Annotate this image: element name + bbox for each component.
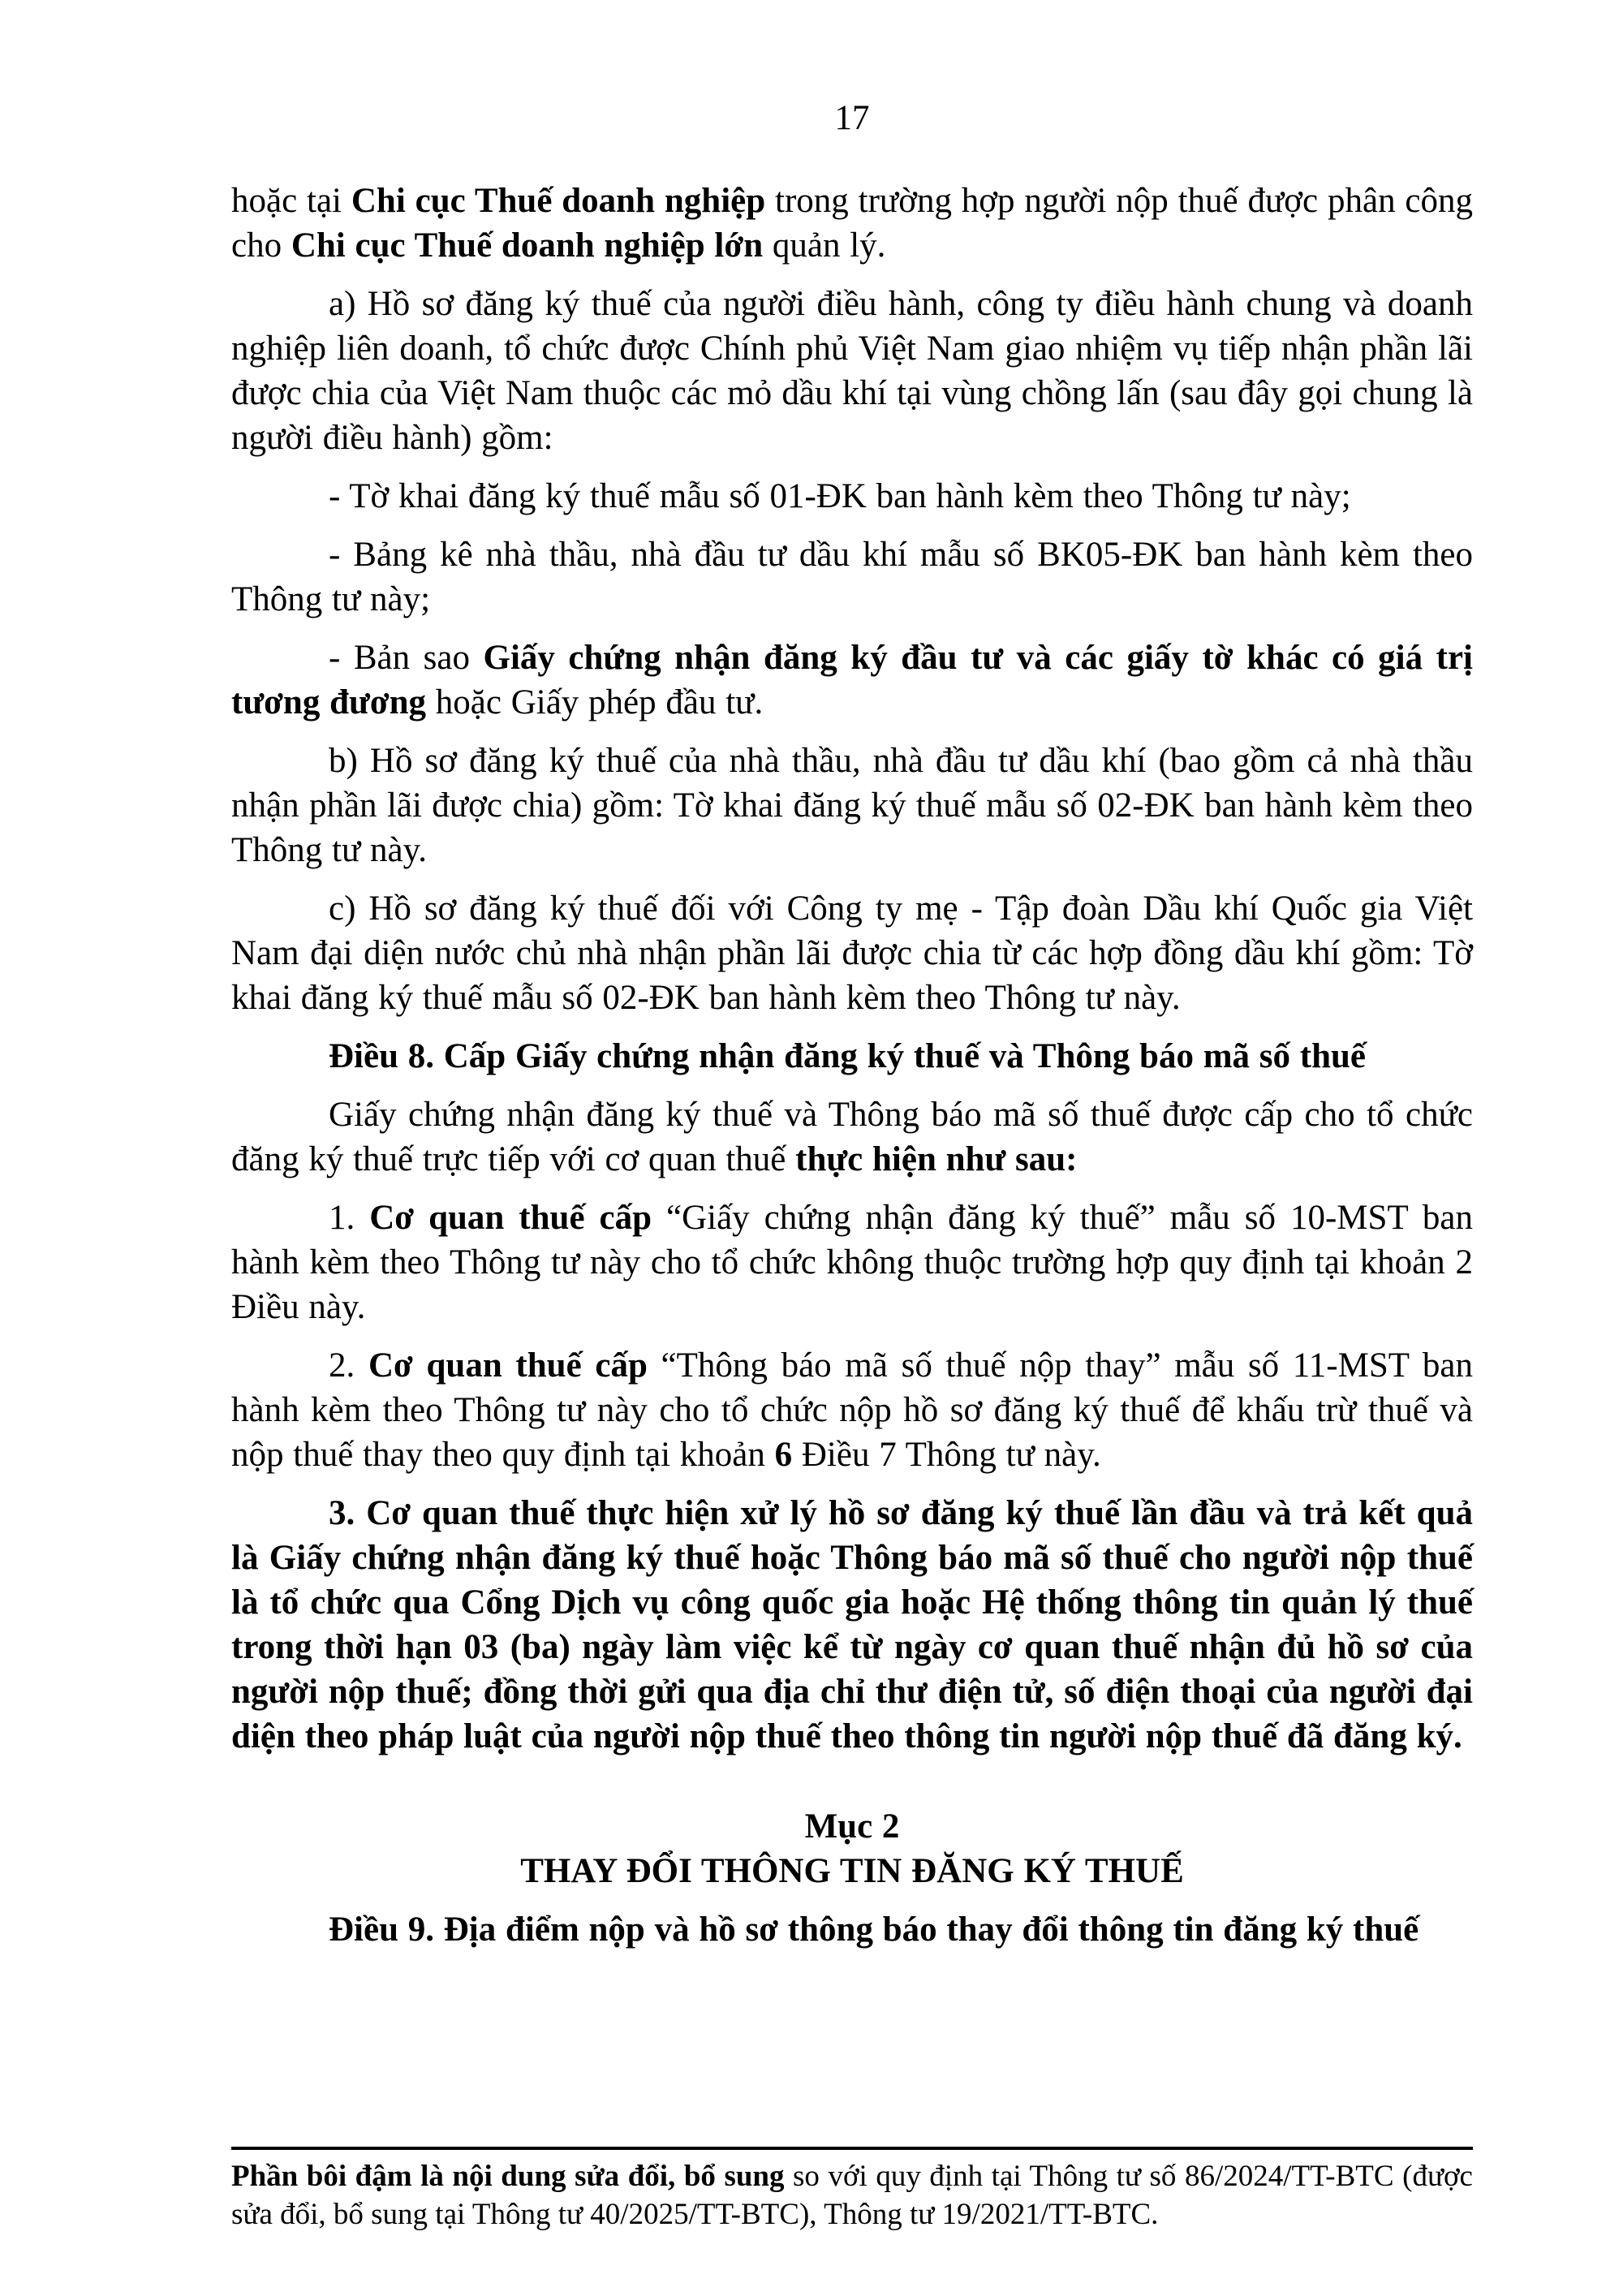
text-run: c) Hồ sơ đăng ký thuế đối với Công ty mẹ - Tập đoàn Dầu khí Quốc gia Việt Nam đại diện nước chủ nhà nhận phần lãi được chia từ các hợp đồng dầu khí gồm: Tờ khai đăng ký thuế mẫu số 02-ĐK ban hành kèm theo Thông tư này. bbox=[231, 890, 1473, 1017]
paragraph-point-c bbox=[231, 886, 1473, 1020]
paragraph-continuation bbox=[231, 179, 1473, 268]
bold-text-run: Điều 9. Địa điểm nộp và hồ sơ thông báo thay đổi thông tin đăng ký thuế bbox=[329, 1910, 1419, 1949]
document-blocks bbox=[231, 179, 1473, 1952]
text-run: hoặc Giấy phép đầu tư. bbox=[426, 683, 764, 722]
bold-text-run: Cơ quan thuế cấp bbox=[368, 1346, 648, 1385]
text-run: trong trường hợp người nộp thuế được phân công cho bbox=[231, 182, 1474, 265]
text-run: - Bảng kê nhà thầu, nhà đầu tư dầu khí mẫu số BK05-ĐK ban hành kèm theo Thông tư này; bbox=[231, 536, 1473, 618]
page-number: 17 bbox=[834, 99, 870, 137]
paragraph-point-a bbox=[231, 282, 1473, 460]
text-run: - Tờ khai đăng ký thuế mẫu số 01-ĐK ban hành kèm theo Thông tư này; bbox=[329, 477, 1351, 515]
footer-separator-rule bbox=[231, 2147, 1473, 2150]
text-run: Giấy chứng nhận đăng ký thuế và Thông báo mã số thuế được cấp cho tổ chức đăng ký thuế trực tiếp với cơ quan thuế bbox=[231, 1096, 1473, 1178]
document-content bbox=[231, 0, 1473, 1966]
bold-text-run: Mục 2 bbox=[804, 1807, 900, 1846]
text-run: 2. bbox=[329, 1346, 368, 1385]
text-run: Điều 7 Thông tư này. bbox=[792, 1436, 1101, 1474]
list-item-dash bbox=[231, 532, 1473, 622]
list-item-dash bbox=[231, 635, 1473, 725]
bold-text-run: Điều 8. Cấp Giấy chứng nhận đăng ký thuế và Thông báo mã số thuế bbox=[329, 1037, 1366, 1075]
text-run: hoặc tại bbox=[231, 182, 351, 220]
bold-text-run: 3. Cơ quan thuế thực hiện xử lý hồ sơ đăng ký thuế lần đầu và trả kết quả là Giấy chứng nhận đăng ký thuế hoặc Thông báo mã số thuế cho người nộp thuế là tổ chức qua Cổng Dịch vụ công quốc gia hoặc Hệ thống thông tin quản lý thuế trong thời hạn 03 (ba) ngày làm việc kể từ ngày cơ quan thuế nhận đủ hồ sơ của người nộp thuế; đồng thời gửi qua địa chỉ thư điện tử, số điện thoại của người đại diện theo pháp luật của người nộp thuế theo thông tin người nộp thuế đã đăng ký. bbox=[231, 1494, 1473, 1755]
bold-text-run: Cơ quan thuế cấp bbox=[369, 1199, 652, 1237]
page-footer bbox=[231, 2147, 1473, 2234]
paragraph-clause-1 bbox=[231, 1195, 1473, 1329]
paragraph bbox=[231, 1092, 1473, 1182]
bold-text-run: Chi cục Thuế doanh nghiệp bbox=[351, 182, 766, 220]
text-run: 1. bbox=[329, 1199, 370, 1237]
text-run: - Bản sao bbox=[329, 639, 484, 677]
paragraph-clause-2 bbox=[231, 1343, 1473, 1477]
section-title bbox=[231, 1849, 1473, 1893]
bold-text-run: thực hiện như sau: bbox=[795, 1140, 1078, 1178]
text-run: “Giấy chứng nhận đăng ký thuế” mẫu số 10-MST ban hành kèm theo Thông tư này cho tổ chức không thuộc trường hợp quy định tại khoản 2 Điều này. bbox=[231, 1199, 1474, 1326]
section-number bbox=[231, 1804, 1473, 1849]
bold-text-run: Phần bôi đậm là nội dung sửa đổi, bổ sung bbox=[231, 2160, 785, 2193]
paragraph-clause-3 bbox=[231, 1491, 1473, 1759]
text-run: a) Hồ sơ đăng ký thuế của người điều hành, công ty điều hành chung và doanh nghiệp liên doanh, tổ chức được Chính phủ Việt Nam giao nhiệm vụ tiếp nhận phần lãi được chia của Việt Nam thuộc các mỏ dầu khí tại vùng chồng lấn (sau đây gọi chung là người điều hành) gồm: bbox=[231, 285, 1473, 457]
bold-text-run: THAY ĐỔI THÔNG TIN ĐĂNG KÝ THUẾ bbox=[520, 1852, 1184, 1890]
list-item-dash bbox=[231, 474, 1473, 519]
bold-text-run: 6 bbox=[774, 1436, 793, 1474]
article-heading bbox=[231, 1907, 1473, 1952]
footer-note bbox=[231, 2157, 1473, 2234]
text-run: “Thông báo mã số thuế nộp thay” mẫu số 11-MST ban hành kèm theo Thông tư này cho tổ chức nộp hồ sơ đăng ký thuế để khấu trừ thuế và nộp thuế thay theo quy định tại khoản bbox=[231, 1346, 1473, 1474]
text-run: quản lý. bbox=[763, 226, 886, 265]
text-run: b) Hồ sơ đăng ký thuế của nhà thầu, nhà đầu tư dầu khí (bao gồm cả nhà thầu nhận phần lãi được chia) gồm: Tờ khai đăng ký thuế mẫu số 02-ĐK ban hành kèm theo Thông tư này. bbox=[231, 742, 1473, 869]
bold-text-run: Giấy chứng nhận đăng ký đầu tư và các giấy tờ khác có giá trị tương đương bbox=[231, 639, 1473, 722]
paragraph-point-b bbox=[231, 739, 1473, 872]
bold-text-run: Chi cục Thuế doanh nghiệp lớn bbox=[291, 226, 764, 265]
article-heading bbox=[231, 1034, 1473, 1079]
text-run: so với quy định tại Thông tư số 86/2024/TT-BTC (được sửa đổi, bổ sung tại Thông tư 40/2025/TT-BTC), Thông tư 19/2021/TT-BTC. bbox=[231, 2160, 1473, 2231]
